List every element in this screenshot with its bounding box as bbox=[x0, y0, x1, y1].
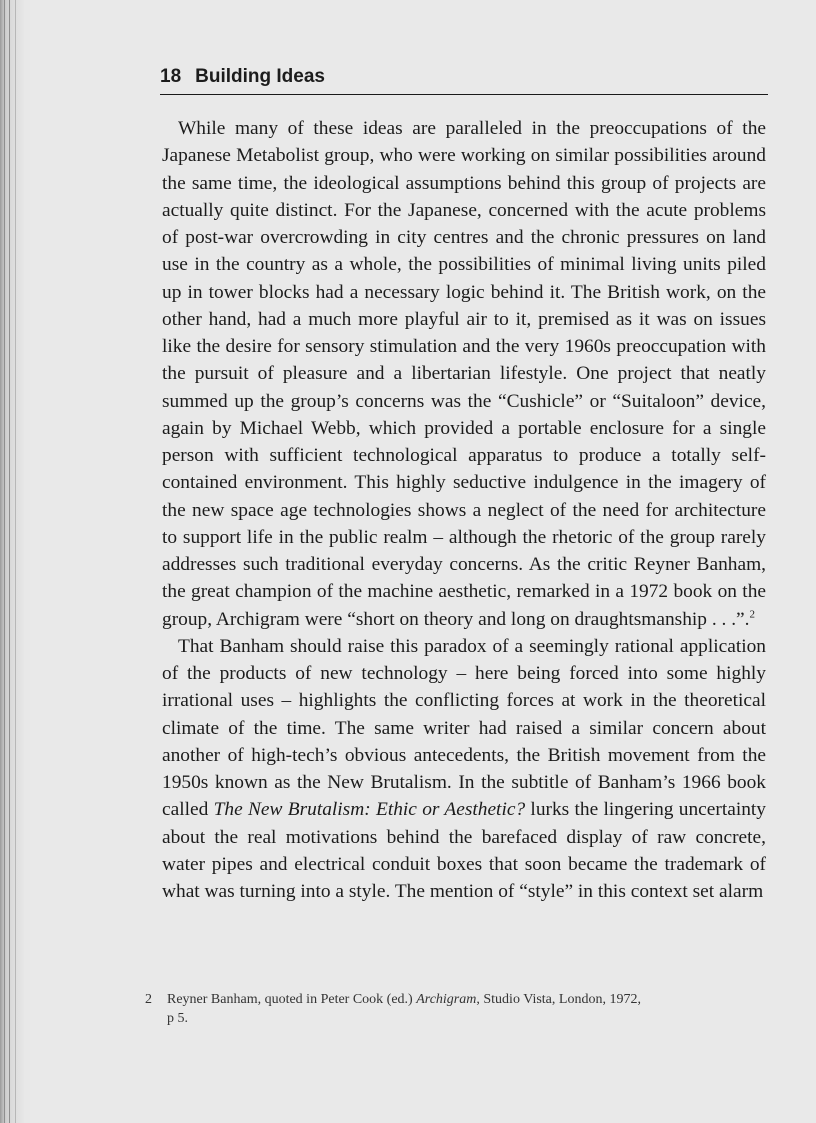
paragraph bbox=[162, 633, 766, 906]
paragraph bbox=[162, 115, 766, 633]
footnote-mark: 2 bbox=[145, 992, 152, 1007]
footnote-line: p 5. bbox=[167, 1011, 188, 1026]
running-head bbox=[160, 64, 768, 95]
footnote bbox=[145, 990, 766, 1028]
footnote-reference[interactable]: 2 bbox=[749, 608, 756, 621]
footnote-text: Reyner Banham, quoted in Peter Cook (ed.) bbox=[167, 992, 417, 1007]
book-title: The New Brutalism: Ethic or Aesthetic? bbox=[213, 799, 526, 821]
footnote-book-title: Archigram bbox=[416, 992, 477, 1007]
footnote-line bbox=[145, 990, 766, 1009]
paragraph-text: That Banham should raise this paradox of a seemingly rational application of the products of new technology – here being forced into some highly irrational uses – highlights the conflicting forces at work in the theoretical climate of the time. The same writer had raised a similar concern about another of high-tech’s obvious antecedents, the British movement from the 1950s known as the New Brutalism. In the subtitle of Banham’s 1966 book called bbox=[162, 635, 766, 821]
gutter-line bbox=[9, 0, 10, 1123]
paragraph-text: While many of these ideas are paralleled in the preoccupations of the Japanese Metabolist group, who were working on similar possibilities around the same time, the ideological assumptions behind this group of projects are actually quite distinct. For the Japanese, concerned with the acute problems of post-war overcrowding in city centres and the chronic pressures on land use in the country as a whole, the possibilities of minimal living units piled up in tower blocks had a necessary logic behind it. The British work, on the other hand, had a much more playful air to it, premised as it was on issues like the desire for sensory stimulation and the very 1960s preoccupation with the pursuit of pleasure and a libertarian lifestyle. One project that neatly summed up the group’s concerns was the “Cushicle” or “Suitaloon” device, again by Michael Webb, which provided a portable enclosure for a single person with sufficient technological apparatus to produce a totally self-contained environment. This highly seductive indulgence in the imagery of the new space age technologies shows a neglect of the need for architecture to support life in the public realm – although the rhetoric of the group rarely addresses such traditional everyday concerns. As the critic Reyner Banham, the great champion of the machine aesthetic, remarked in a 1972 book on the group, Archigram were “short on theory and long on draughtsmanship . . .”. bbox=[162, 118, 766, 630]
page-number: 18 bbox=[160, 66, 182, 87]
gutter-line bbox=[4, 0, 5, 1123]
chapter-title: Building Ideas bbox=[195, 66, 325, 87]
gutter-line bbox=[15, 0, 16, 1123]
paragraph-text: lurks the lingering uncertainty about the real motivations behind the barefaced display of raw concrete, water pipes and electrical conduit boxes that soon became the trademark of what was turning into a style. The mention of “style” in this context set alarm bbox=[162, 799, 767, 902]
body-text bbox=[162, 115, 766, 905]
footnote-text: , Studio Vista, London, 1972, bbox=[476, 992, 641, 1007]
